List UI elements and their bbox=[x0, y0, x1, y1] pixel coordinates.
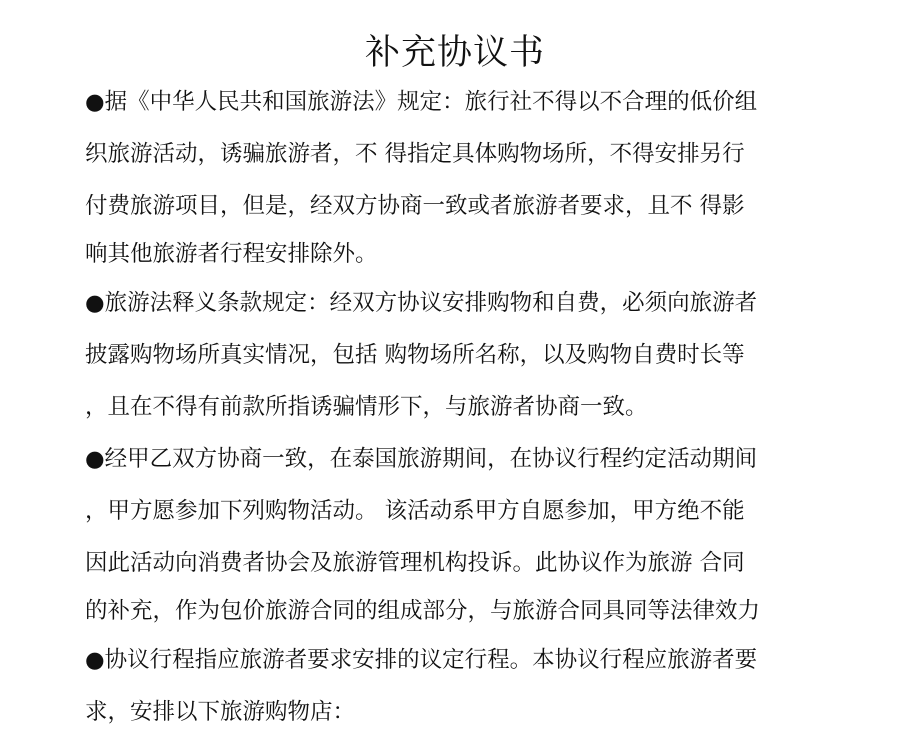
text-line: 因此活动向消费者协会及旅游管理机构投诉。此协议作为旅游 合同 bbox=[85, 550, 745, 576]
document-body bbox=[85, 76, 845, 738]
text-line: 付费旅游项目，但是，经双方协商一致或者旅游者要求，且不 得影 bbox=[85, 193, 745, 219]
text-line: 织旅游活动，诱骗旅游者，不 得指定具体购物场所，不得安排另行 bbox=[85, 141, 745, 167]
document-title: 补充协议书 bbox=[364, 33, 545, 73]
text-line: ，且在不得有前款所指诱骗情形下，与旅游者协商一致。 bbox=[85, 394, 648, 420]
text-line: ●旅游法释义条款规定：经双方协议安排购物和自费，必须向旅游者 bbox=[85, 290, 758, 316]
text-line: ●协议行程指应旅游者要求安排的议定行程。本协议行程应旅游者要 bbox=[85, 647, 758, 673]
text-line: ●经甲乙双方协商一致，在泰国旅游期间，在协议行程约定活动期间 bbox=[85, 446, 758, 472]
text-line: 的补充，作为包价旅游合同的组成部分，与旅游合同具同等法律效力 bbox=[85, 598, 761, 624]
text-line: 求，安排以下旅游购物店： bbox=[85, 699, 356, 725]
text-line: ，甲方愿参加下列购物活动。 该活动系甲方自愿参加，甲方绝不能 bbox=[85, 498, 745, 524]
text-line: 响其他旅游者行程安排除外。 bbox=[85, 241, 378, 267]
text-line: ●据《中华人民共和国旅游法》规定：旅行社不得以不合理的低价组 bbox=[85, 89, 758, 115]
text-line: 披露购物场所真实情况，包括 购物场所名称，以及购物自费时长等 bbox=[85, 342, 745, 368]
